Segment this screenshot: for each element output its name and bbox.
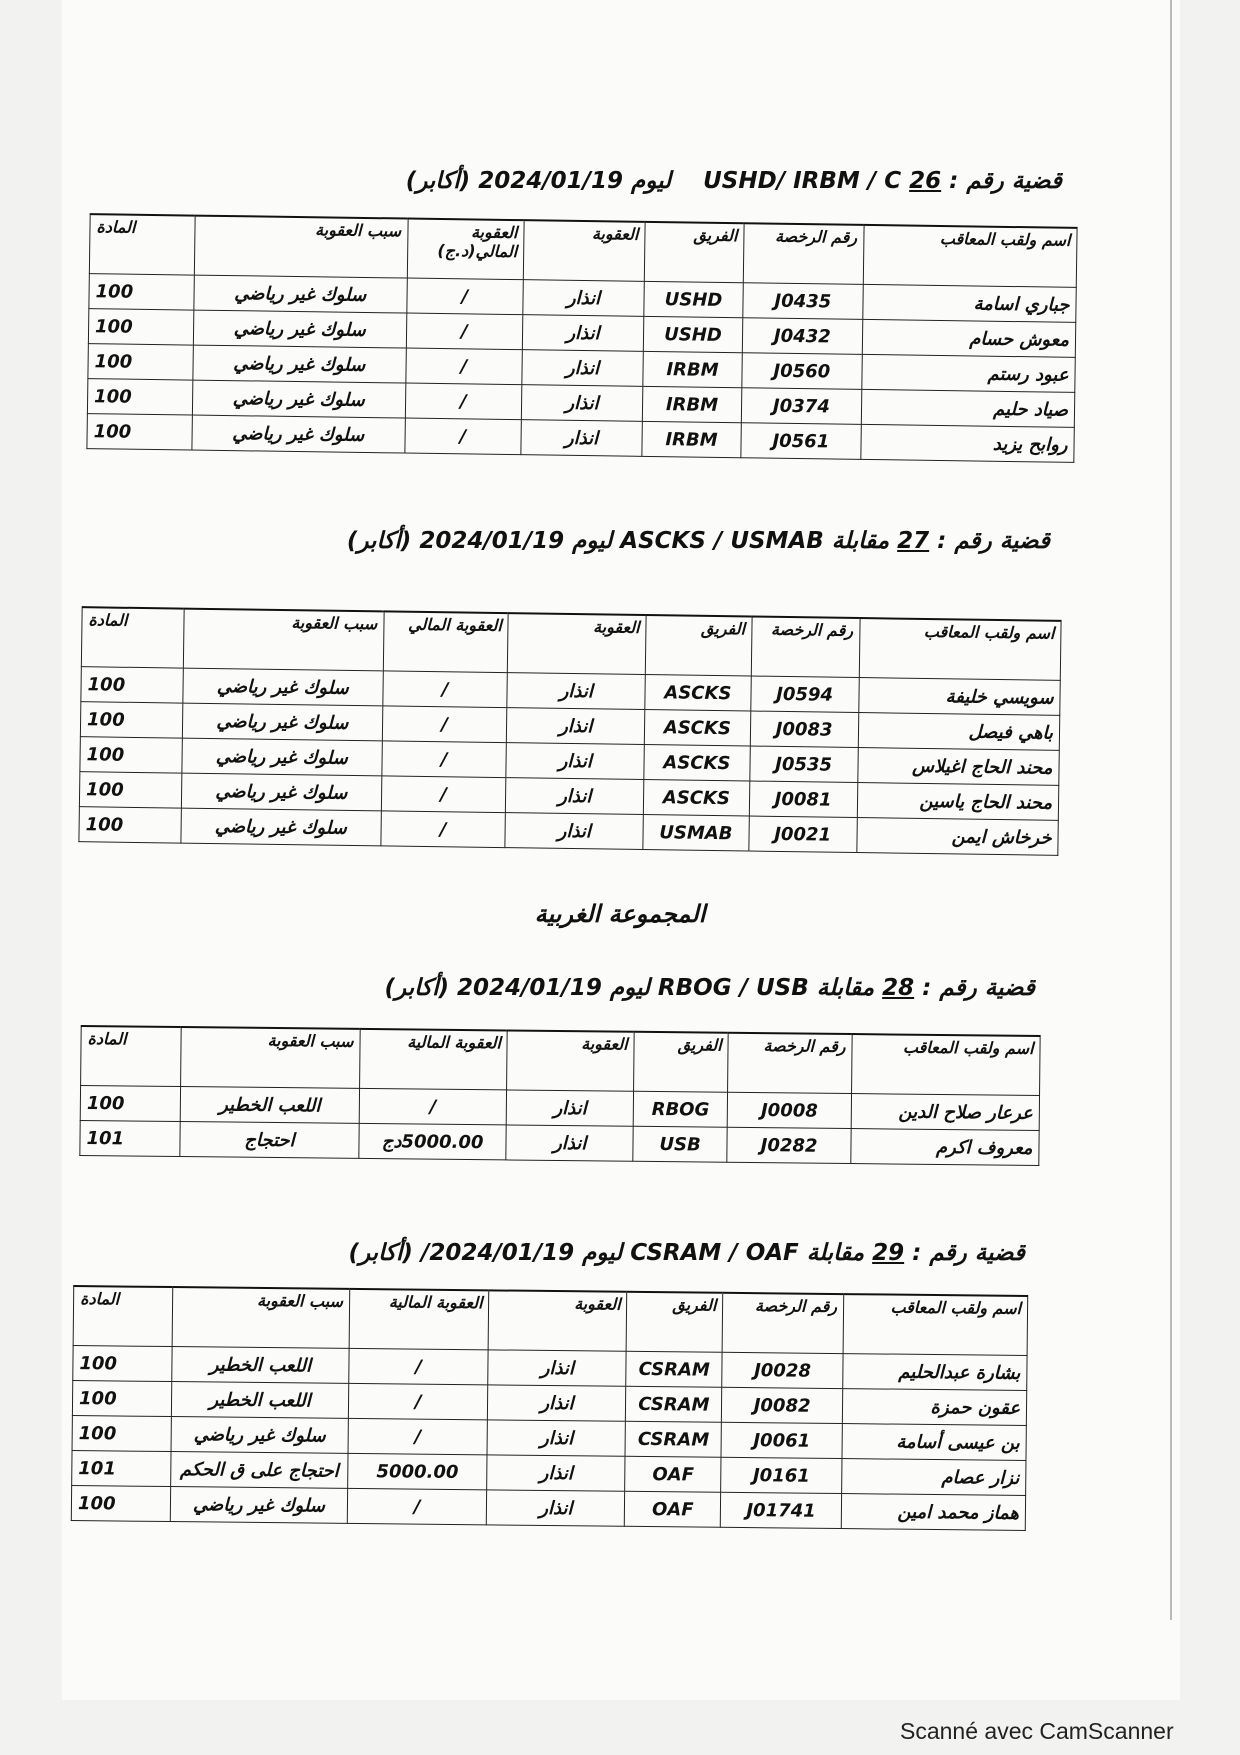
header-article: المادة [73,1286,173,1347]
table-row: هماز محمد امين J01741 OAF انذار / سلوك غير رياضي 100 [71,1486,1025,1531]
case-29-table [71,1285,1028,1531]
camscanner-footer: Scanné avec CamScanner [900,1718,1174,1744]
header-article: المادة [81,607,183,668]
header-name: اسم ولقب المعاقب [843,1294,1028,1355]
table-row: عقون حمزة J0082 CSRAM انذار / اللعب الخطير 100 [72,1381,1026,1426]
case-date: ليوم 2024/01/19 (أكابر) [346,528,613,554]
header-financial: العقوبة المالية [359,1029,507,1090]
table-row: نزار عصام J0161 OAF انذار 5000.00 احتجاج على ق الحكم 101 [72,1451,1026,1496]
header-name: اسم ولقب المعاقب [863,225,1077,287]
header-penalty: العقوبة [507,1030,634,1091]
table-row: محند الحاج ياسين J0081 ASCKS انذار / سلوك غير رياضي 100 [79,772,1058,821]
header-license: رقم الرخصة [743,223,864,284]
table-row: بشارة عبدالحليم J0028 CSRAM انذار / اللعب الخطير 100 [73,1346,1027,1391]
table-row: بن عيسى أسامة J0061 CSRAM انذار / سلوك غير رياضي 100 [72,1416,1026,1461]
header-article: المادة [81,1026,182,1087]
table-row: عرعار صلاح الدين J0008 RBOG انذار / اللعب الخطير 100 [80,1085,1039,1130]
case-date: ليوم 2024/01/19 (أكابر) [405,168,672,194]
case-28-table [79,1025,1040,1166]
header-article: المادة [89,214,194,275]
case-number: 28 [882,975,915,1001]
group-heading: المجموعة الغربية [534,900,706,928]
header-name: اسم ولقب المعاقب [852,1034,1041,1095]
table-row: باهي فيصل J0083 ASCKS انذار / سلوك غير رياضي 100 [80,702,1059,751]
page-edge [1170,0,1172,1620]
header-financial: العقوبة المالي(د.ج) [407,219,524,280]
case-27-title: قضية رقم : 27 مقابلة ASCKS / USMAB ليوم 2024/01/19 (أكابر) [346,528,1050,554]
header-name: اسم ولقب المعاقب [859,618,1061,680]
case-29-title: قضية رقم : 29 مقابلة CSRAM / OAF ليوم 2024/01/19/ (أكابر) [348,1240,1025,1266]
header-financial: العقوبة المالي [383,611,508,672]
table-row: محند الحاج اغيلاس J0535 ASCKS انذار / سلوك غير رياضي 100 [80,737,1059,786]
case-26-title: قضية رقم : 26 USHD/ IRBM / C ليوم 2024/01/19 (أكابر) [405,168,1062,194]
header-team: الفريق [644,222,744,283]
header-team: الفريق [634,1032,729,1092]
header-penalty: العقوبة [523,220,645,281]
header-license: رقم الرخصة [722,1293,843,1354]
header-reason: سبب العقوبة [172,1287,349,1348]
table-row: معوش حسام J0432 USHD انذار / سلوك غير رياضي 100 [88,309,1075,358]
table-row: جباري اسامة J0435 USHD انذار / سلوك غير رياضي 100 [89,274,1076,323]
header-reason: سبب العقوبة [194,216,408,278]
table-row: روابح يزيد J0561 IRBM انذار / سلوك غير رياضي 100 [87,414,1074,463]
header-penalty: العقوبة [489,1290,628,1351]
table-row: عبود رستم J0560 IRBM انذار / سلوك غير رياضي 100 [88,344,1075,393]
header-team: الفريق [645,615,751,676]
table-row: معروف اكرم J0282 USB انذار 5000.00دج احتجاج 101 [80,1120,1039,1165]
case-match: مقابلة RBOG / USB [657,975,875,1001]
case-date: ليوم 2024/01/19 (أكابر) [384,975,650,1001]
header-reason: سبب العقوبة [181,1027,361,1088]
case-match: مقابلة CSRAM / OAF [630,1240,865,1266]
case-26-table [86,213,1077,463]
table-header-row [73,1286,1028,1355]
header-license: رقم الرخصة [728,1033,853,1094]
case-match: مقابلة ASCKS / USMAB [620,528,890,554]
table-row: خرخاش ايمن J0021 USMAB انذار / سلوك غير رياضي 100 [79,807,1058,856]
case-number: 29 [872,1240,905,1266]
header-license: رقم الرخصة [751,617,860,678]
header-financial: العقوبة المالية [349,1289,489,1350]
header-penalty: العقوبة [508,613,647,674]
table-row: سويسي خليفة J0594 ASCKS انذار / سلوك غير رياضي 100 [81,667,1060,716]
case-number: 26 [909,168,942,194]
case-27-table [78,606,1061,856]
case-match: USHD/ IRBM / C [703,168,902,194]
case-number: 27 [897,528,930,554]
header-team: الفريق [627,1292,723,1352]
table-row: صياد حليم J0374 IRBM انذار / سلوك غير رياضي 100 [87,379,1074,428]
header-reason: سبب العقوبة [183,609,384,671]
case-date: ليوم 2024/01/19/ (أكابر) [348,1240,623,1266]
case-28-title: قضية رقم : 28 مقابلة RBOG / USB ليوم 2024/01/19 (أكابر) [384,975,1035,1001]
table-header-row [81,1026,1041,1096]
